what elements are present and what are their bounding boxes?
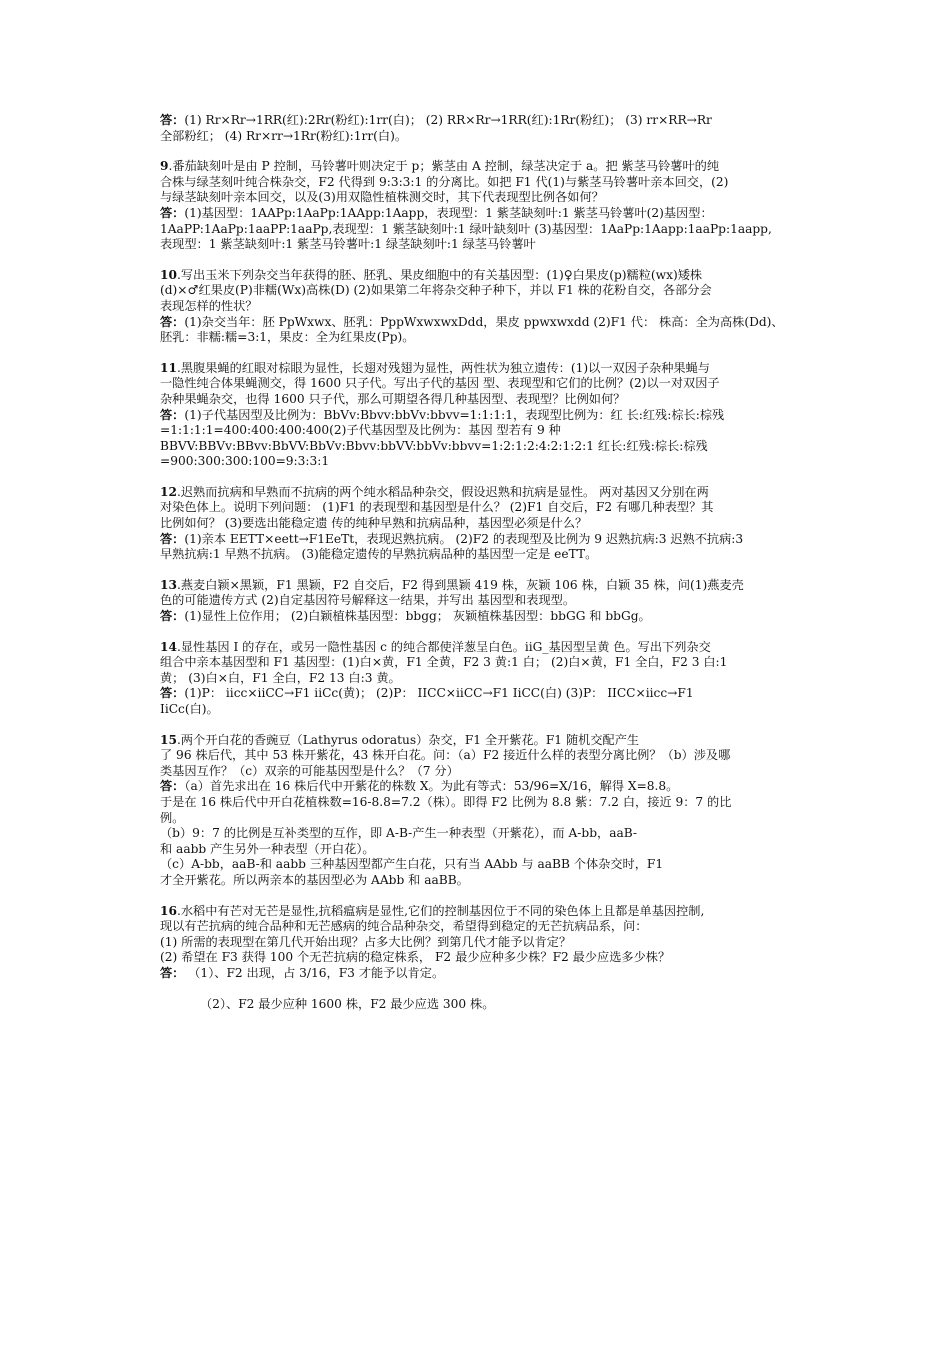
question-13: [160, 578, 810, 609]
answer-11: [160, 408, 810, 470]
answer-label: 答：: [160, 113, 185, 127]
question-line: 合株与绿茎刻叶纯合株杂交，F2 代得到 9:3:3:1 的分离比。如把 F1 代(1)与紫茎马铃薯叶亲本回交，(2): [160, 174, 729, 189]
question-line: .显性基因 I 的存在，或另一隐性基因 c 的纯合都使洋葱呈白色。iiG_基因型呈黄 色。写出下列杂交: [176, 639, 711, 654]
question-line: .番茄缺刻叶是由 P 控制，马铃薯叶则决定于 p；紫茎由 A 控制，绿茎决定于 a。把 紫茎马铃薯叶的纯: [168, 159, 720, 174]
answer-line: 于是在 16 株后代中开白花植株数=16-8.8=7.2（株）。即得 F2 比例为 8.8 紫：7.2 白，接近 9：7 的比: [160, 794, 732, 809]
answer-line: （c）A-bb，aaB-和 aabb 三种基因型都产生白花，只有当 AAbb 与 aaBB 个体杂交时，F1: [160, 857, 664, 872]
answer-line: IiCc(白)。: [160, 702, 219, 716]
question-line: (d)×♂红果皮(P)非糯(Wx)高株(D) (2)如果第二年将杂交种子种下，并以 F1 株的花粉自交，各部分会: [160, 283, 712, 298]
question-line: 对染色体上。说明下列问题： (1)F1 的表现型和基因型是什么？ (2)F1 自交后，F2 有哪几种表型？其: [160, 500, 714, 515]
answer-line: =1:1:1:1=400:400:400:400(2)子代基因型及比例为：基因 型若有 9 种: [160, 423, 561, 438]
question-line: 比例如何？ (3)要选出能稳定遗 传的纯种早熟和抗病品种，基因型必须是什么？: [160, 516, 588, 531]
answer-line: 和 aabb 产生另外一种表型（开白花）。: [160, 841, 375, 856]
answer-16: [160, 966, 810, 982]
question-number: 15: [160, 732, 177, 747]
question-line: .黑腹果蝇的红眼对棕眼为显性，长翅对残翅为显性，两性状为独立遗传：(1)以一双因子杂种果蝇与: [176, 360, 710, 375]
answer-label: 答：: [160, 531, 185, 546]
answer-label: 答：: [160, 407, 185, 422]
answer-line: （a）首先求出在 16 株后代中开紫花的株数 X。为此有等式：53/96=X/16，解得 X=8.8。: [184, 779, 679, 794]
answer-line: 早熟抗病:1 早熟不抗病。 (3)能稳定遗传的早熟抗病品种的基因型一定是 eeTT。: [160, 547, 598, 562]
answer-line: (1)基因型：1AAPp:1AaPp:1AApp:1Aapp，表现型：1 紫茎缺刻叶:1 紫茎马铃薯叶(2)基因型：: [184, 205, 713, 220]
question-number: 14: [160, 639, 177, 654]
answer-line: (1)杂交当年：胚 PpWxwx、胚乳：PppWxwxwxDdd，果皮 ppwxwxdd (2)F1 代： 株高：全为高株(Dd)、: [184, 314, 784, 329]
answer-8: [160, 113, 810, 144]
answer-line: (1)P： iicc×iiCC→F1 iiCc(黄)； (2)P： IICC×iiCC→F1 IiCC(白) (3)P： IICC×iicc→F1: [184, 686, 694, 701]
answer-line: 才全开紫花。所以两亲本的基因型必为 AAbb 和 aaBB。: [160, 872, 469, 887]
answer-label: 答：: [160, 609, 185, 624]
answer-label: 答：: [160, 779, 185, 794]
answer-line: (1)显性上位作用； (2)白颖植株基因型：bbgg； 灰颖植株基因型：bbGG 和 bbGg。: [184, 609, 651, 624]
question-15: [160, 733, 810, 780]
question-line: 了 96 株后代，其中 53 株开紫花，43 株开白花。问：（a）F2 接近什么样的表型分离比例？（b）涉及哪: [160, 748, 731, 763]
question-line: 一隐性纯合体果蝇测交，得 1600 只子代。写出子代的基因 型、表现型和它们的比例？(2)以一对双因子: [160, 376, 720, 391]
answer-9: [160, 206, 810, 253]
question-line: .燕麦白颖×黑颖，F1 黑颖，F2 自交后，F2 得到黑颖 419 株，灰颖 106 株，白颖 35 株，问(1)燕麦壳: [176, 577, 744, 592]
answer-line: (1) Rr×Rr→1RR(红):2Rr(粉红):1rr(白)； (2) RR×Rr→1RR(红):1Rr(粉红)； (3) rr×RR→Rr: [184, 113, 712, 127]
question-number: 10: [160, 267, 177, 282]
question-9: [160, 159, 810, 206]
question-line: 杂种果蝇杂交，也得 1600 只子代，那么可期望各得几种基因型、表现型？比例如何？: [160, 391, 626, 406]
question-line: (1) 所需的表现型在第几代开始出现？占多大比例？到第几代才能予以肯定？: [160, 934, 572, 949]
question-number: 11: [160, 360, 177, 375]
answer-line: BBVV:BBVv:BBvv:BbVV:BbVv:Bbvv:bbVV:bbVv:bbvv=1:2:1:2:4:2:1:2:1 红长:红残:棕长:棕残: [160, 438, 708, 453]
question-number: 12: [160, 484, 177, 499]
question-16: [160, 904, 810, 966]
question-line: .写出玉米下列杂交当年获得的胚、胚乳、果皮细胞中的有关基因型：(1)♀白果皮(p)糯粒(wx)矮株: [176, 267, 703, 282]
question-line: .水稻中有芒对无芒是显性,抗稻瘟病是显性,它们的控制基因位于不同的染色体上且都是单基因控制,: [176, 903, 705, 918]
question-line: 组合中亲本基因型和 F1 基因型：(1)白×黄，F1 全黄，F2 3 黄:1 白； (2)白×黄，F1 全白，F2 3 白:1: [160, 655, 728, 670]
answer-14: [160, 686, 810, 717]
answer-12: [160, 532, 810, 563]
answer-line: （1）、F2 出现，占 3/16，F3 才能予以肯定。: [184, 965, 445, 980]
question-line: (2) 希望在 F3 获得 100 个无芒抗病的稳定株系， F2 最少应种多少株？F2 最少应选多少株？: [160, 950, 671, 965]
answer-label: 答：: [160, 314, 185, 329]
question-line: .两个开白花的香豌豆（Lathyrus odoratus）杂交，F1 全开紫花。F1 随机交配产生: [176, 732, 640, 747]
question-line: 表现怎样的性状？: [160, 298, 258, 313]
answer-line: =900:300:300:100=9:3:3:1: [160, 454, 330, 469]
answer-line: 例。: [160, 810, 185, 825]
document-page: [160, 113, 810, 1012]
answer-label: 答：: [160, 965, 185, 980]
question-number: 9: [160, 159, 169, 174]
answer-label: 答：: [160, 686, 185, 701]
answer-line: 表现型：1 紫茎缺刻叶:1 紫茎马铃薯叶:1 绿茎缺刻叶:1 绿茎马铃薯叶: [160, 237, 536, 252]
question-line: 与绿茎缺刻叶亲本回交，以及(3)用双隐性植株测交时，其下代表现型比例各如何？: [160, 190, 604, 205]
question-line: 黄； (3)白×白，F1 全白，F2 13 白:3 黄。: [160, 670, 401, 685]
answer-line: （b）9：7 的比例是互补类型的互作，即 A-B-产生一种表型（开紫花），而 A-bb，aaB-: [160, 826, 638, 841]
question-12: [160, 485, 810, 532]
answer-line: 全部粉红； (4) Rr×rr→1Rr(粉红):1rr(白)。: [160, 128, 408, 143]
answer-line: 1AaPP:1AaPp:1aaPP:1aaPp,表现型：1 紫茎缺刻叶:1 绿叶缺刻叶 (3)基因型：1AaPp:1Aapp:1aaPp:1aapp,: [160, 221, 772, 236]
question-line: .迟熟而抗病和早熟而不抗病的两个纯水稻品种杂交，假设迟熟和抗病是显性。 两对基因又分别在两: [176, 484, 709, 499]
answer-13: [160, 609, 810, 625]
question-line: 色的可能遗传方式 (2)自定基因符号解释这一结果，并写出 基因型和表现型。: [160, 593, 576, 608]
answer-10: [160, 315, 810, 346]
question-11: [160, 361, 810, 408]
answer-16-part-2: （2）、F2 最少应种 1600 株，F2 最少应选 300 株。: [200, 996, 495, 1011]
answer-15: [160, 779, 810, 888]
answer-line: 胚乳：非糯:糯=3:1，果皮：全为红果皮(Pp)。: [160, 330, 415, 345]
question-line: 类基因互作？（c）双亲的可能基因型是什么？（7 分）: [160, 763, 459, 778]
question-14: [160, 640, 810, 687]
question-10: [160, 268, 810, 315]
question-number: 16: [160, 903, 177, 918]
answer-line: (1)亲本 EETT×eett→F1EeTt，表现迟熟抗病。 (2)F2 的表现型及比例为 9 迟熟抗病:3 迟熟不抗病:3: [184, 531, 744, 546]
answer-label: 答：: [160, 205, 185, 220]
question-line: 现以有芒抗病的纯合品种和无芒感病的纯合品种杂交，希望得到稳定的无芒抗病品系，问：: [160, 919, 648, 934]
answer-line: (1)子代基因型及比例为：BbVv:Bbvv:bbVv:bbvv=1:1:1:1，表现型比例为：红 长:红残:棕长:棕残: [184, 407, 725, 422]
question-number: 13: [160, 577, 177, 592]
